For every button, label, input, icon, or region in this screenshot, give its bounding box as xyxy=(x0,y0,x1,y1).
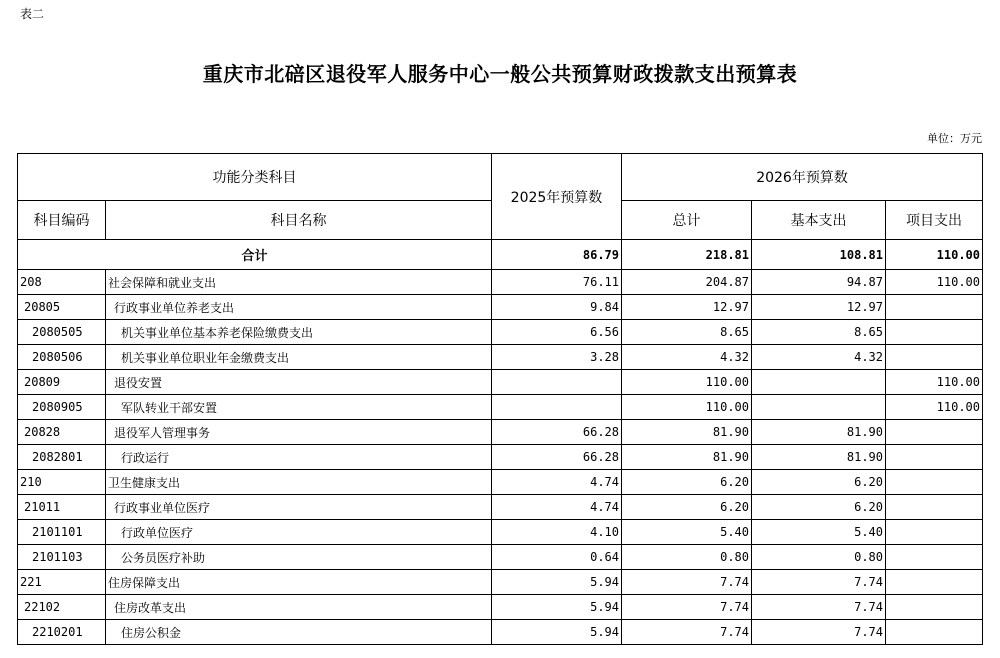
table-row xyxy=(18,395,983,420)
header-basic: 基本支出 xyxy=(752,201,886,240)
row-total: 7.74 xyxy=(622,595,752,620)
table-row xyxy=(18,470,983,495)
row-code: 21011 xyxy=(18,495,106,520)
row-basic: 81.90 xyxy=(752,445,886,470)
row-basic xyxy=(752,370,886,395)
row-project xyxy=(886,445,983,470)
row-total: 81.90 xyxy=(622,420,752,445)
row-b2025: 0.64 xyxy=(492,545,622,570)
row-total: 12.97 xyxy=(622,295,752,320)
row-code: 20828 xyxy=(18,420,106,445)
row-total: 4.32 xyxy=(622,345,752,370)
row-b2025: 9.84 xyxy=(492,295,622,320)
row-basic: 94.87 xyxy=(752,270,886,295)
row-name: 退役安置 xyxy=(106,370,492,395)
table-row xyxy=(18,270,983,295)
row-project xyxy=(886,420,983,445)
table-row xyxy=(18,620,983,645)
row-basic: 4.32 xyxy=(752,345,886,370)
total-project: 110.00 xyxy=(886,240,983,270)
row-code: 221 xyxy=(18,570,106,595)
row-b2025: 6.56 xyxy=(492,320,622,345)
row-name: 卫生健康支出 xyxy=(106,470,492,495)
row-total: 5.40 xyxy=(622,520,752,545)
total-basic: 108.81 xyxy=(752,240,886,270)
row-code: 2101101 xyxy=(18,520,106,545)
row-b2025: 4.74 xyxy=(492,470,622,495)
row-name: 住房保障支出 xyxy=(106,570,492,595)
total-row xyxy=(18,240,983,270)
row-b2025 xyxy=(492,395,622,420)
row-total: 110.00 xyxy=(622,395,752,420)
table-row xyxy=(18,595,983,620)
row-basic: 6.20 xyxy=(752,495,886,520)
row-basic: 81.90 xyxy=(752,420,886,445)
row-b2025 xyxy=(492,370,622,395)
row-name: 公务员医疗补助 xyxy=(106,545,492,570)
row-basic: 7.74 xyxy=(752,595,886,620)
row-name: 行政单位医疗 xyxy=(106,520,492,545)
row-project: 110.00 xyxy=(886,395,983,420)
row-total: 204.87 xyxy=(622,270,752,295)
row-code: 2080505 xyxy=(18,320,106,345)
row-project xyxy=(886,320,983,345)
row-code: 2210201 xyxy=(18,620,106,645)
row-total: 6.20 xyxy=(622,470,752,495)
row-project xyxy=(886,595,983,620)
row-basic: 8.65 xyxy=(752,320,886,345)
row-total: 110.00 xyxy=(622,370,752,395)
row-project: 110.00 xyxy=(886,370,983,395)
table-row xyxy=(18,420,983,445)
header-code: 科目编码 xyxy=(18,201,106,240)
header-functional-category: 功能分类科目 xyxy=(18,154,492,201)
row-total: 81.90 xyxy=(622,445,752,470)
row-code: 20809 xyxy=(18,370,106,395)
header-project: 项目支出 xyxy=(886,201,983,240)
row-project xyxy=(886,470,983,495)
row-project xyxy=(886,345,983,370)
row-project xyxy=(886,495,983,520)
row-basic xyxy=(752,395,886,420)
row-code: 2080506 xyxy=(18,345,106,370)
row-b2025: 5.94 xyxy=(492,570,622,595)
budget-table xyxy=(17,153,983,645)
row-project xyxy=(886,620,983,645)
header-budget-2026: 2026年预算数 xyxy=(622,154,983,201)
row-name: 社会保障和就业支出 xyxy=(106,270,492,295)
table-row xyxy=(18,545,983,570)
row-code: 2082801 xyxy=(18,445,106,470)
row-basic: 7.74 xyxy=(752,620,886,645)
row-code: 22102 xyxy=(18,595,106,620)
row-total: 8.65 xyxy=(622,320,752,345)
row-b2025: 4.10 xyxy=(492,520,622,545)
row-project xyxy=(886,570,983,595)
row-code: 2101103 xyxy=(18,545,106,570)
row-basic: 5.40 xyxy=(752,520,886,545)
row-name: 退役军人管理事务 xyxy=(106,420,492,445)
row-name: 机关事业单位基本养老保险缴费支出 xyxy=(106,320,492,345)
row-b2025: 76.11 xyxy=(492,270,622,295)
row-b2025: 66.28 xyxy=(492,420,622,445)
table-row xyxy=(18,445,983,470)
row-b2025: 5.94 xyxy=(492,595,622,620)
header-total: 总计 xyxy=(622,201,752,240)
table-row xyxy=(18,295,983,320)
table-row xyxy=(18,570,983,595)
row-project xyxy=(886,520,983,545)
unit-label: 单位：万元 xyxy=(927,132,982,145)
table-row xyxy=(18,345,983,370)
row-basic: 0.80 xyxy=(752,545,886,570)
row-project xyxy=(886,545,983,570)
table-row xyxy=(18,320,983,345)
header-name: 科目名称 xyxy=(106,201,492,240)
row-total: 6.20 xyxy=(622,495,752,520)
row-basic: 12.97 xyxy=(752,295,886,320)
row-name: 军队转业干部安置 xyxy=(106,395,492,420)
total-total: 218.81 xyxy=(622,240,752,270)
row-total: 7.74 xyxy=(622,570,752,595)
row-b2025: 4.74 xyxy=(492,495,622,520)
row-basic: 7.74 xyxy=(752,570,886,595)
row-total: 7.74 xyxy=(622,620,752,645)
table-tag: 表二 xyxy=(20,7,45,21)
row-name: 行政运行 xyxy=(106,445,492,470)
row-total: 0.80 xyxy=(622,545,752,570)
row-b2025: 5.94 xyxy=(492,620,622,645)
total-b2025: 86.79 xyxy=(492,240,622,270)
row-name: 机关事业单位职业年金缴费支出 xyxy=(106,345,492,370)
row-name: 行政事业单位医疗 xyxy=(106,495,492,520)
row-code: 208 xyxy=(18,270,106,295)
row-code: 2080905 xyxy=(18,395,106,420)
table-row xyxy=(18,370,983,395)
page-title: 重庆市北碚区退役军人服务中心一般公共预算财政拨款支出预算表 xyxy=(202,62,798,86)
row-name: 住房改革支出 xyxy=(106,595,492,620)
row-code: 210 xyxy=(18,470,106,495)
row-basic: 6.20 xyxy=(752,470,886,495)
table-row xyxy=(18,520,983,545)
row-name: 住房公积金 xyxy=(106,620,492,645)
row-b2025: 3.28 xyxy=(492,345,622,370)
row-code: 20805 xyxy=(18,295,106,320)
row-name: 行政事业单位养老支出 xyxy=(106,295,492,320)
table-row xyxy=(18,495,983,520)
row-b2025: 66.28 xyxy=(492,445,622,470)
header-budget-2025: 2025年预算数 xyxy=(492,154,622,240)
row-project xyxy=(886,295,983,320)
total-label: 合计 xyxy=(18,240,492,270)
row-project: 110.00 xyxy=(886,270,983,295)
